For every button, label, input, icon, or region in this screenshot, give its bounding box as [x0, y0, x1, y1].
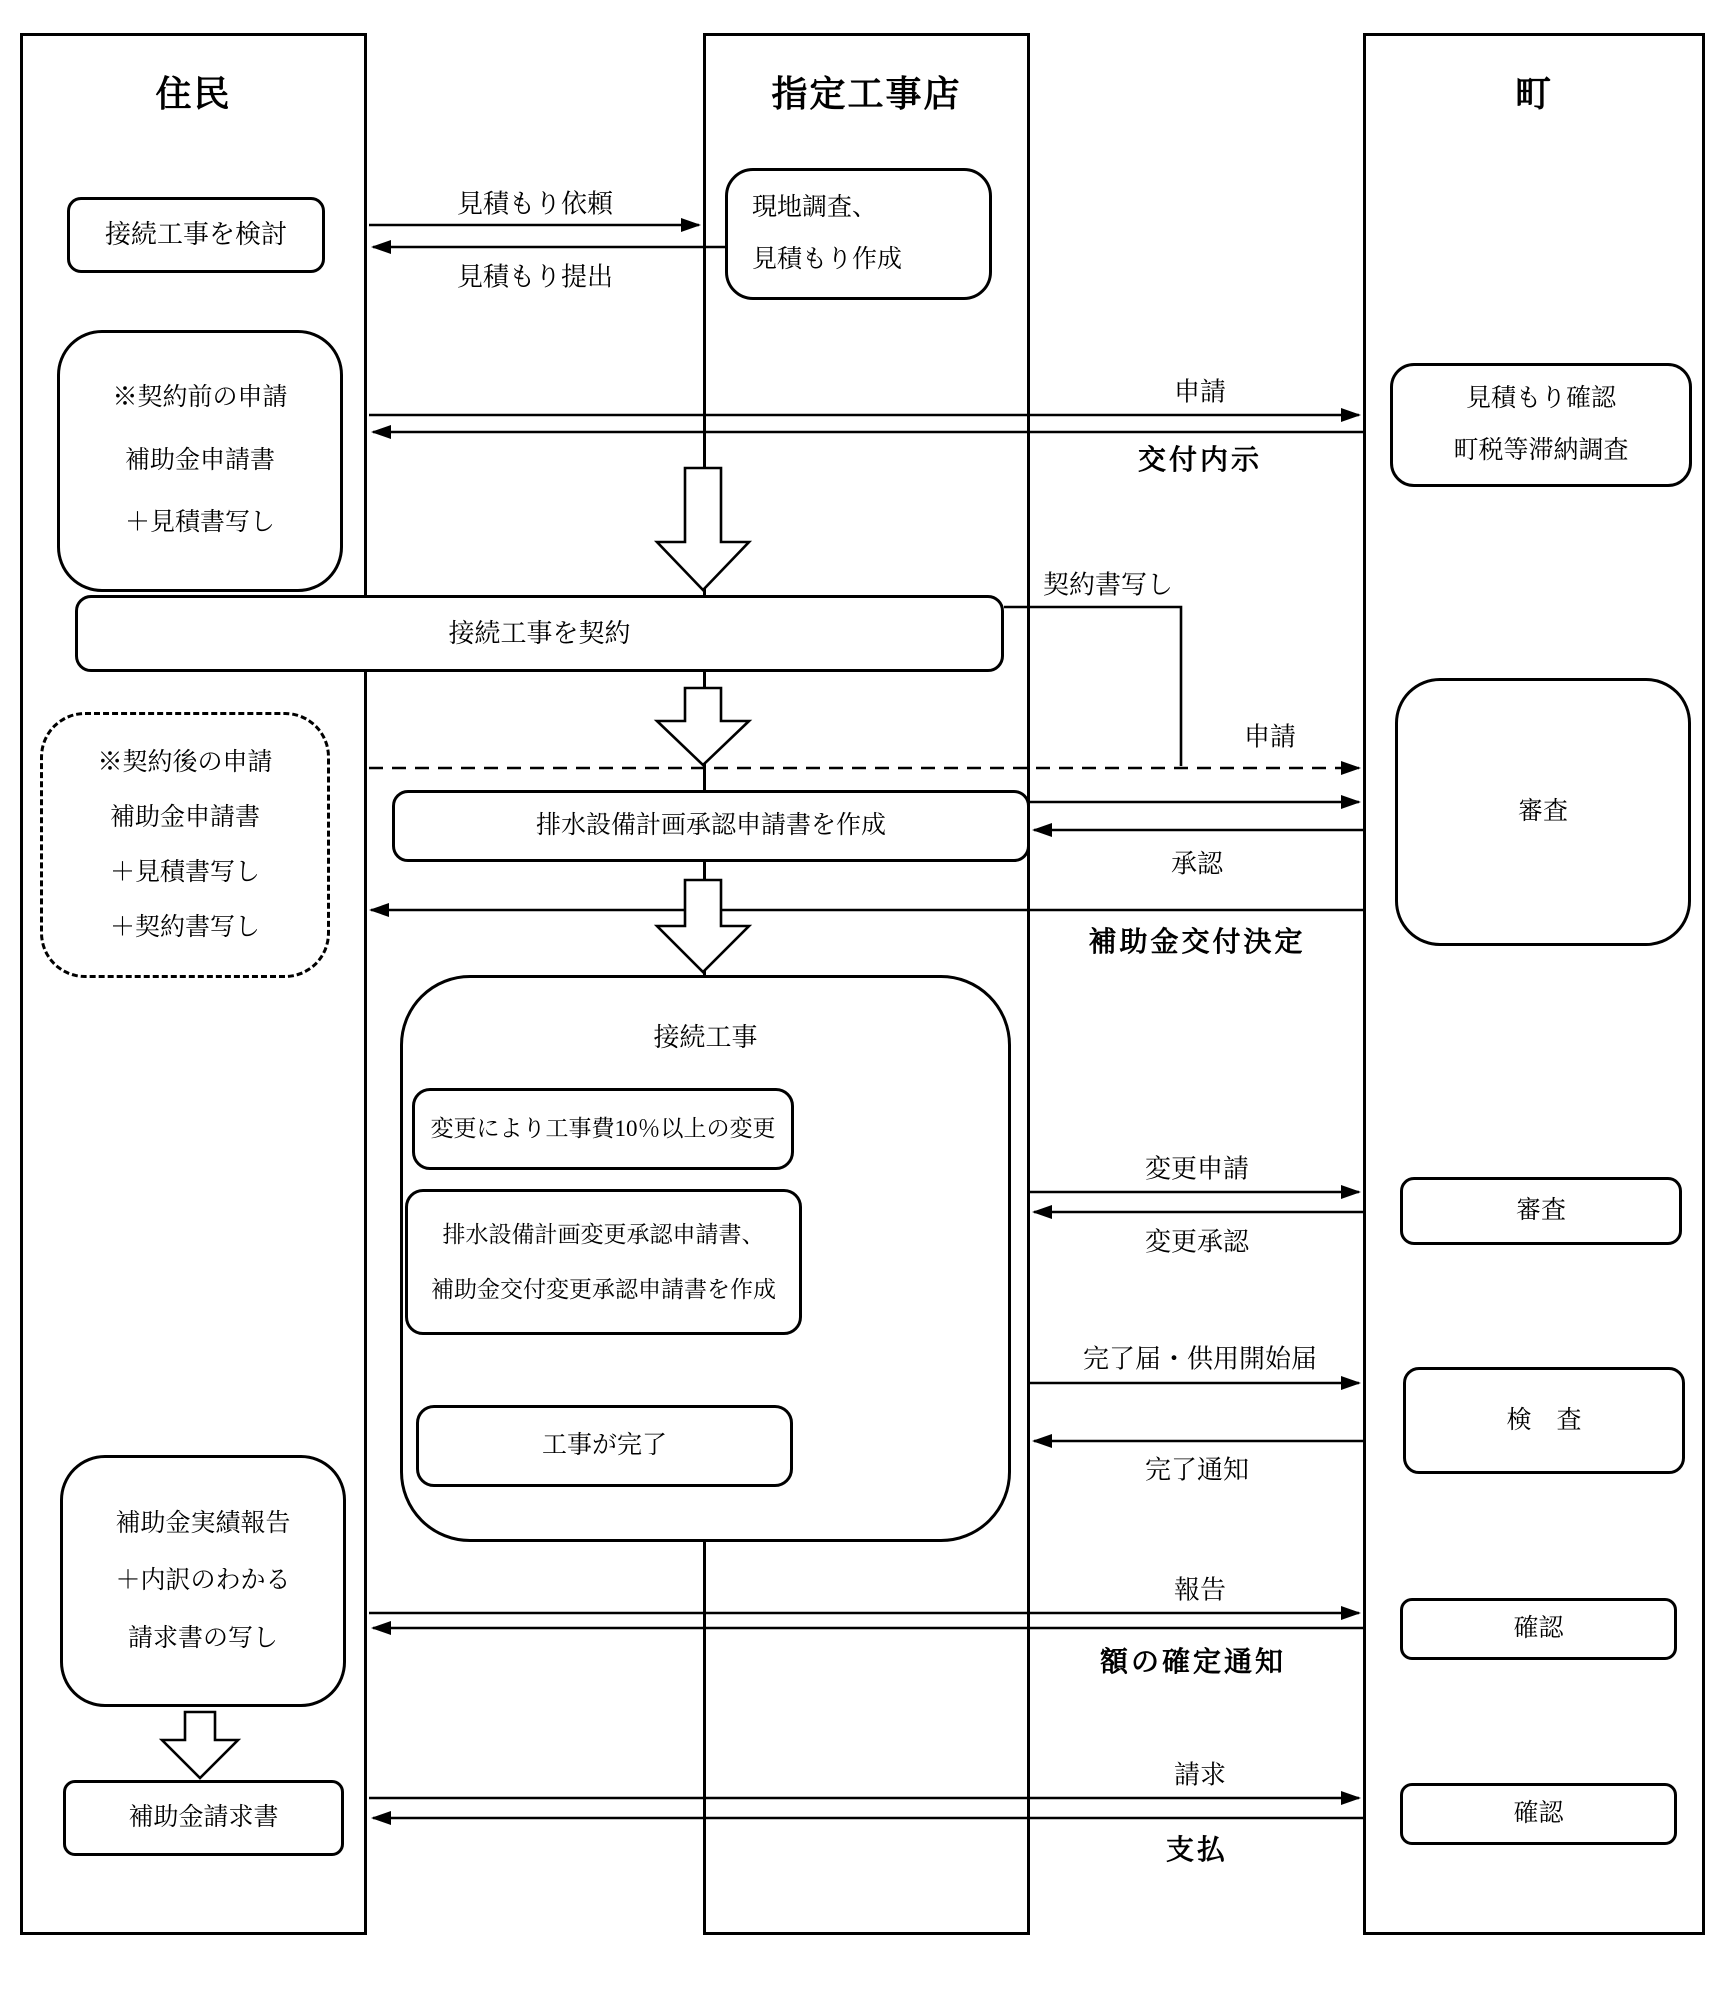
label-houkoku: 報告 — [1173, 1575, 1227, 1605]
lane-resident-title: 住民 — [155, 74, 232, 114]
box-keiyakugo: ※契約後の申請 補助金申請書 ＋見積書写し ＋契約書写し — [40, 712, 330, 978]
label-shiharai: 支払 — [1165, 1834, 1229, 1865]
connector-keiyakusho-utsushi — [1004, 607, 1181, 766]
box-seikyuusho: 補助金請求書 — [63, 1780, 344, 1856]
down-arrow-1 — [657, 468, 749, 590]
box-henkou-shinseisho: 排水設備計画変更承認申請書、 補助金交付変更承認申請書を作成 — [405, 1189, 802, 1335]
box-mitsumori-kakunin: 見積もり確認 町税等滞納調査 — [1390, 363, 1692, 487]
box-kakunin-2: 確認 — [1400, 1783, 1677, 1845]
down-arrow-4 — [162, 1712, 238, 1778]
label-mitsumori-teishutsu: 見積もり提出 — [456, 262, 614, 292]
lane-town-title: 町 — [1514, 74, 1553, 114]
box-keiyakumae: ※契約前の申請 補助金申請書 ＋見積書写し — [57, 330, 343, 592]
box-shinsa-small: 審査 — [1400, 1177, 1682, 1245]
label-henkou-shounin: 変更承認 — [1144, 1227, 1250, 1257]
label-henkou-shinsei: 変更申請 — [1144, 1154, 1250, 1184]
box-shinsa-big: 審査 — [1395, 678, 1691, 946]
label-seikyuu: 請求 — [1173, 1760, 1227, 1790]
label-shounin: 承認 — [1170, 849, 1224, 879]
box-kentou: 接続工事を検討 — [67, 197, 325, 273]
label-shinsei-1: 申請 — [1173, 377, 1227, 407]
label-gaku-kakutei-tsuuchi: 額の確定通知 — [1099, 1646, 1287, 1677]
label-kanryou-tsuuchi: 完了通知 — [1144, 1455, 1250, 1485]
box-kensa: 検 査 — [1403, 1367, 1685, 1474]
label-shinsei-2: 申請 — [1243, 722, 1297, 752]
box-kakunin-1: 確認 — [1400, 1598, 1677, 1660]
down-arrow-3 — [657, 880, 749, 972]
label-keiyakusho-utsushi: 契約書写し — [1042, 570, 1174, 600]
label-kanryou-todoke: 完了届・供用開始届 — [1082, 1344, 1318, 1374]
box-jisseki: 補助金実績報告 ＋内訳のわかる 請求書の写し — [60, 1455, 346, 1707]
label-mitsumori-irai: 見積もり依頼 — [456, 189, 614, 219]
box-henkou10: 変更により工事費10％以上の変更 — [412, 1088, 794, 1170]
box-kouji-kanryou: 工事が完了 — [416, 1405, 793, 1487]
box-genchi: 現地調査、 見積もり作成 — [725, 168, 992, 300]
lane-contractor-title: 指定工事店 — [771, 74, 962, 114]
box-haisui: 排水設備計画承認申請書を作成 — [392, 790, 1030, 862]
box-keiyaku: 接続工事を契約 — [75, 595, 1004, 672]
down-arrow-2 — [657, 688, 749, 765]
label-hojokin-koufu-kettei: 補助金交付決定 — [1088, 926, 1306, 957]
box-kouji-group: 接続工事 — [400, 975, 1011, 1542]
label-koufu-naiji: 交付内示 — [1137, 444, 1263, 475]
